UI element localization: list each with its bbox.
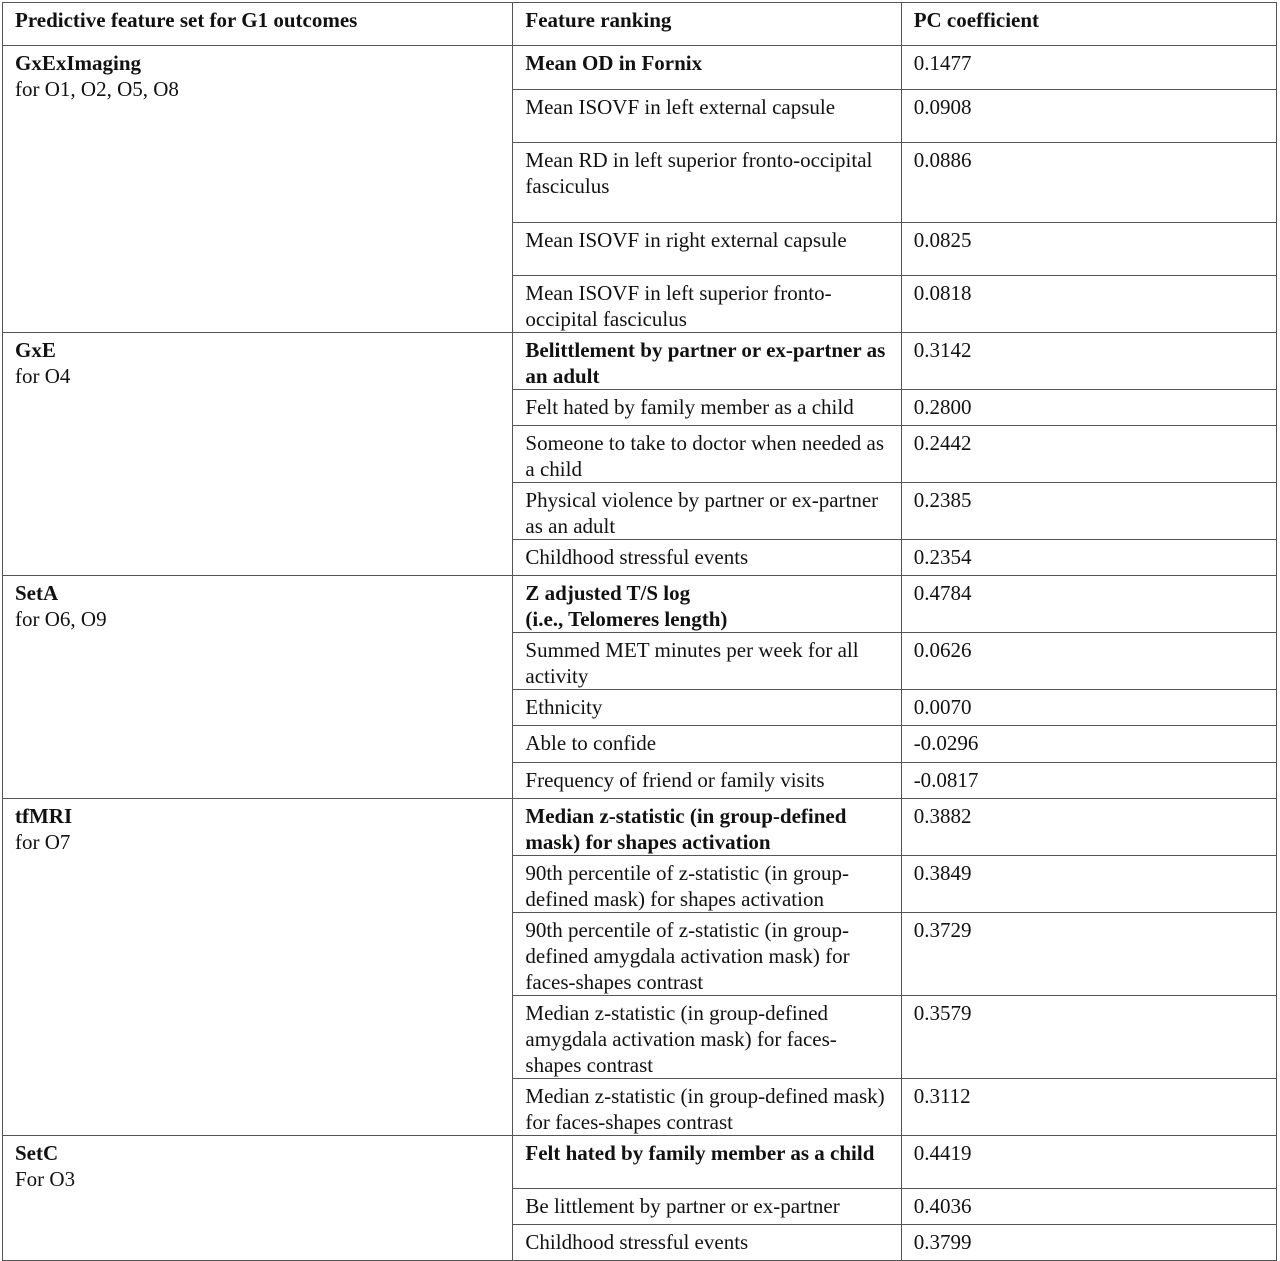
feature-name-cell: Childhood stressful events	[513, 540, 901, 576]
pc-coefficient-cell: 0.0070	[901, 690, 1276, 726]
feature-set-outcomes: for O1, O2, O5, O8	[15, 77, 179, 101]
feature-name-cell: Frequency of friend or family visits	[513, 763, 901, 799]
pc-coefficient-cell: 0.3142	[901, 333, 1276, 390]
feature-name-cell: Mean OD in Fornix	[513, 46, 901, 90]
feature-name-cell: Felt hated by family member as a child	[513, 1136, 901, 1189]
feature-set-outcomes: for O7	[15, 830, 71, 854]
feature-name-cell: Mean ISOVF in right external capsule	[513, 223, 901, 276]
feature-name-cell: Summed MET minutes per week for all activity	[513, 633, 901, 690]
pc-coefficient-cell: 0.4036	[901, 1189, 1276, 1225]
feature-set-name: GxE	[15, 338, 56, 362]
feature-set-name: tfMRI	[15, 804, 73, 828]
header-row	[3, 3, 1277, 46]
feature-name-cell: Ethnicity	[513, 690, 901, 726]
feature-name-cell: Belittlement by partner or ex-partner as an adult	[513, 333, 901, 390]
feature-name-cell: Median z-statistic (in group-defined mask) for faces-shapes contrast	[513, 1079, 901, 1136]
pc-coefficient-cell: 0.3112	[901, 1079, 1276, 1136]
pc-coefficient-cell: -0.0296	[901, 726, 1276, 763]
feature-name-cell: Physical violence by partner or ex-partner as an adult	[513, 483, 901, 540]
pc-coefficient-cell: -0.0817	[901, 763, 1276, 799]
table-row	[3, 333, 1277, 390]
feature-name-cell: Z adjusted T/S log (i.e., Telomeres length)	[513, 576, 901, 633]
pc-coefficient-cell: 0.2354	[901, 540, 1276, 576]
feature-set-outcomes: for O6, O9	[15, 607, 107, 631]
feature-name-cell: Mean ISOVF in left external capsule	[513, 90, 901, 143]
feature-name-cell: Childhood stressful events	[513, 1225, 901, 1261]
table-row	[3, 1136, 1277, 1189]
pc-coefficient-cell: 0.4419	[901, 1136, 1276, 1189]
header-feature-ranking: Feature ranking	[513, 3, 901, 46]
pc-coefficient-cell: 0.3729	[901, 913, 1276, 996]
feature-name-cell: 90th percentile of z-statistic (in group-defined amygdala activation mask) for faces-shapes contrast	[513, 913, 901, 996]
feature-set-outcomes: for O4	[15, 364, 71, 388]
feature-name-cell: Someone to take to doctor when needed as a child	[513, 426, 901, 483]
table-body	[3, 46, 1277, 1261]
feature-set-cell	[3, 799, 513, 1136]
pc-coefficient-cell: 0.2800	[901, 390, 1276, 426]
header-pc-coefficient: PC coefficient	[901, 3, 1276, 46]
pc-coefficient-cell: 0.3882	[901, 799, 1276, 856]
feature-set-cell	[3, 1136, 513, 1261]
feature-set-name: GxExImaging	[15, 51, 142, 75]
pc-coefficient-cell: 0.0886	[901, 143, 1276, 223]
pc-coefficient-cell: 0.2442	[901, 426, 1276, 483]
pc-coefficient-cell: 0.3579	[901, 996, 1276, 1079]
pc-coefficient-cell: 0.2385	[901, 483, 1276, 540]
header-feature-set: Predictive feature set for G1 outcomes	[3, 3, 513, 46]
feature-name-cell: Mean ISOVF in left superior fronto-occipital fasciculus	[513, 276, 901, 333]
feature-name-cell: Median z-statistic (in group-defined mask) for shapes activation	[513, 799, 901, 856]
table-row	[3, 799, 1277, 856]
feature-set-cell	[3, 576, 513, 799]
pc-coefficient-cell: 0.0818	[901, 276, 1276, 333]
pc-coefficient-cell: 0.0626	[901, 633, 1276, 690]
table-row	[3, 576, 1277, 633]
feature-ranking-table	[2, 2, 1277, 1261]
feature-set-cell	[3, 333, 513, 576]
feature-name-cell: 90th percentile of z-statistic (in group-defined mask) for shapes activation	[513, 856, 901, 913]
pc-coefficient-cell: 0.0908	[901, 90, 1276, 143]
pc-coefficient-cell: 0.3799	[901, 1225, 1276, 1261]
feature-name-cell: Felt hated by family member as a child	[513, 390, 901, 426]
pc-coefficient-cell: 0.4784	[901, 576, 1276, 633]
feature-set-name: SetA	[15, 581, 59, 605]
pc-coefficient-cell: 0.1477	[901, 46, 1276, 90]
feature-set-name: SetC	[15, 1141, 59, 1165]
pc-coefficient-cell: 0.0825	[901, 223, 1276, 276]
feature-name-cell: Able to confide	[513, 726, 901, 763]
feature-name-cell: Be littlement by partner or ex-partner	[513, 1189, 901, 1225]
pc-coefficient-cell: 0.3849	[901, 856, 1276, 913]
feature-name-cell: Mean RD in left superior fronto-occipital fasciculus	[513, 143, 901, 223]
feature-name-cell: Median z-statistic (in group-defined amygdala activation mask) for faces-shapes contrast	[513, 996, 901, 1079]
feature-set-outcomes: For O3	[15, 1167, 76, 1191]
table-row	[3, 46, 1277, 90]
feature-set-cell	[3, 46, 513, 333]
